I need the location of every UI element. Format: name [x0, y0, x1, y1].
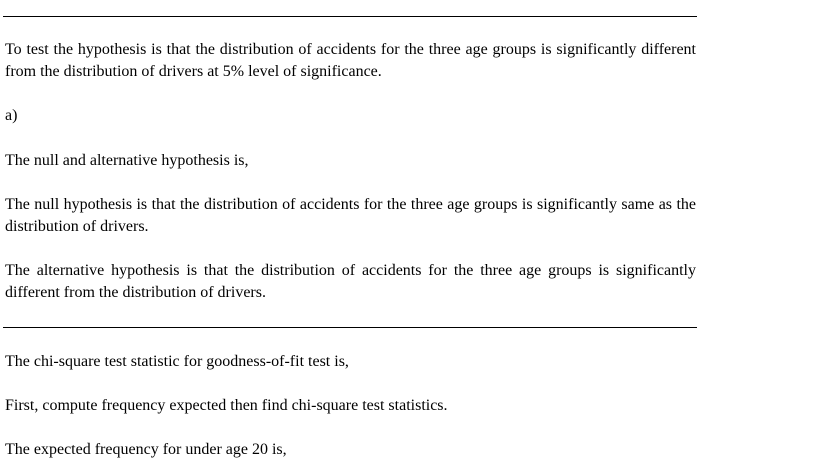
middle-divider: [3, 327, 697, 328]
null-alternative-intro-paragraph: The null and alternative hypothesis is,: [5, 152, 249, 169]
chi-square-statistic-paragraph: The chi-square test statistic for goodness-of-fit test is,: [5, 353, 349, 370]
compute-expected-paragraph: First, compute frequency expected then find chi-square test statistics.: [5, 397, 448, 414]
part-a-label: a): [5, 107, 18, 124]
hypothesis-statement-paragraph: To test the hypothesis is that the distribution of accidents for the three age groups is significantly different from the distribution of drivers at 5% level of significance.: [5, 41, 696, 80]
expected-frequency-under-20-paragraph: The expected frequency for under age 20 is,: [5, 441, 287, 458]
alternative-hypothesis-paragraph: The alternative hypothesis is that the distribution of accidents for the three age groups is significantly different from the distribution of drivers.: [5, 262, 696, 301]
top-divider: [3, 16, 697, 17]
null-hypothesis-paragraph: The null hypothesis is that the distribution of accidents for the three age groups is significantly same as the distribution of drivers.: [5, 196, 696, 235]
